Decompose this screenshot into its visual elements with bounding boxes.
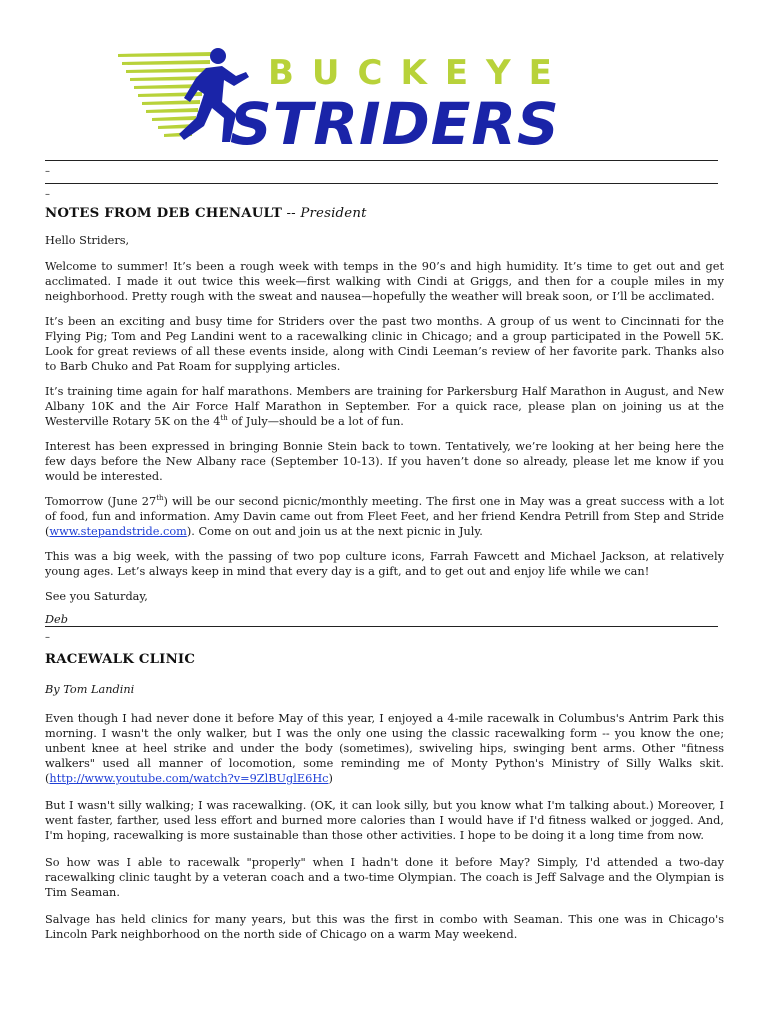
signoff: See you Saturday, xyxy=(45,590,148,603)
section-heading: NOTES FROM DEB CHENAULT -- President xyxy=(45,206,367,221)
section-heading: RACEWALK CLINIC xyxy=(45,652,196,667)
paragraph: This was a big week, with the passing of two pop culture icons, Farrah Fawcett and Michael Jackson, at relatively young ages. Let’s always keep in mind that every day is a gift, and to get out and enjoy life while we can! xyxy=(45,550,724,578)
stepandstride-link[interactable]: www.stepandstride.com xyxy=(49,525,187,538)
separator-dash: – xyxy=(45,632,50,643)
separator-rule xyxy=(45,160,718,161)
racewalk-clinic-article xyxy=(45,652,724,952)
paragraph: Tomorrow (June 27th) will be our second picnic/monthly meeting. The first one in May was a great success with a lot of food, fun and information. Amy Davin came out from Fleet Feet, and her friend Kendra Petrill from Step and Stride (www.stepandstride.com). Come on out and join us at the next picnic in July. xyxy=(45,494,724,538)
separator-dash: – xyxy=(45,189,50,200)
signature: Deb xyxy=(45,613,68,626)
greeting: Hello Striders, xyxy=(45,234,130,247)
logo-buckeye: BUCKEYE xyxy=(268,53,570,93)
separator-rule xyxy=(45,183,718,184)
paragraph: So how was I able to racewalk "properly" when I hadn't done it before May? Simply, I'd attended a two-day racewalking clinic taught by a veteran coach and a two-time Olympian. The coach is Jeff Salvage and the Olympian is Tim Seaman. xyxy=(45,856,724,899)
youtube-link[interactable]: http://www.youtube.com/watch?v=9ZlBUglE6Hc xyxy=(49,772,329,785)
buckeye-striders-logo xyxy=(118,42,570,158)
paragraph: But I wasn't silly walking; I was racewalking. (OK, it can look silly, but you know what I'm talking about.) Moreover, I went faster, farther, used less effort and burned more calories than I would have if I'd fitness walked or jogged. And, I'm hoping, racewalking is more sustainable than those other activities. I hope to be doing it a long time from now. xyxy=(45,799,724,842)
author-role: President xyxy=(300,206,367,221)
paragraph: Even though I had never done it before May of this year, I enjoyed a 4-mile racewalk in Columbus's Antrim Park this morning. I wasn't the only walker, but I was the only one using the classic racewalking form -- you know the one; unbent knee at heel strike and under the body (sometimes), swiveling hips, swinging bent arms. Other "fitness walkers" used all manner of locomotion, some reminding me of Monty Python's Ministry of Silly Walks skit. (http://www.youtube.com/watch?v=9ZlBUglE6Hc) xyxy=(45,712,724,785)
paragraph: Salvage has held clinics for many years, but this was the first in combo with Seaman. This one was in Chicago's Lincoln Park neighborhood on the north side of Chicago on a warm May weekend. xyxy=(45,913,724,941)
paragraph: It’s training time again for half marathons. Members are training for Parkersburg Half Marathon in August, and New Albany 10K and the Air Force Half Marathon in September. For a quick race, please plan on joining us at the Westerville Rotary 5K on the 4th of July—should be a lot of fun. xyxy=(45,385,724,428)
paragraph: Interest has been expressed in bringing Bonnie Stein back to town. Tentatively, we’re looking at her being here the few days before the New Albany race (September 10-13). If you haven’t done so already, please let me know if you would be interested. xyxy=(45,440,724,483)
paragraph: Welcome to summer! It’s been a rough week with temps in the 90’s and high humidity. It’s time to get out and get acclimated. I made it out twice this week—first walking with Cindi at Griggs, and then for a couple miles in my neighborhood. Pretty rough with the sweat and nausea—hopefully the weather will break soon, or I’ll be acclimated. xyxy=(45,260,724,303)
separator-dash: – xyxy=(45,166,50,177)
paragraph: It’s been an exciting and busy time for Striders over the past two months. A group of us went to Cincinnati for the Flying Pig; Tom and Peg Landini went to a racewalking clinic in Chicago; and a group participated in the Powell 5K. Look for great reviews of all these events inside, along with Cindi Leeman’s review of her favorite park. Thanks also to Barb Chuko and Pat Roam for supplying articles. xyxy=(45,315,724,373)
separator-rule xyxy=(45,626,718,627)
president-notes xyxy=(45,206,724,637)
byline: By Tom Landini xyxy=(45,683,135,696)
logo-striders: STRIDERS xyxy=(230,90,560,158)
